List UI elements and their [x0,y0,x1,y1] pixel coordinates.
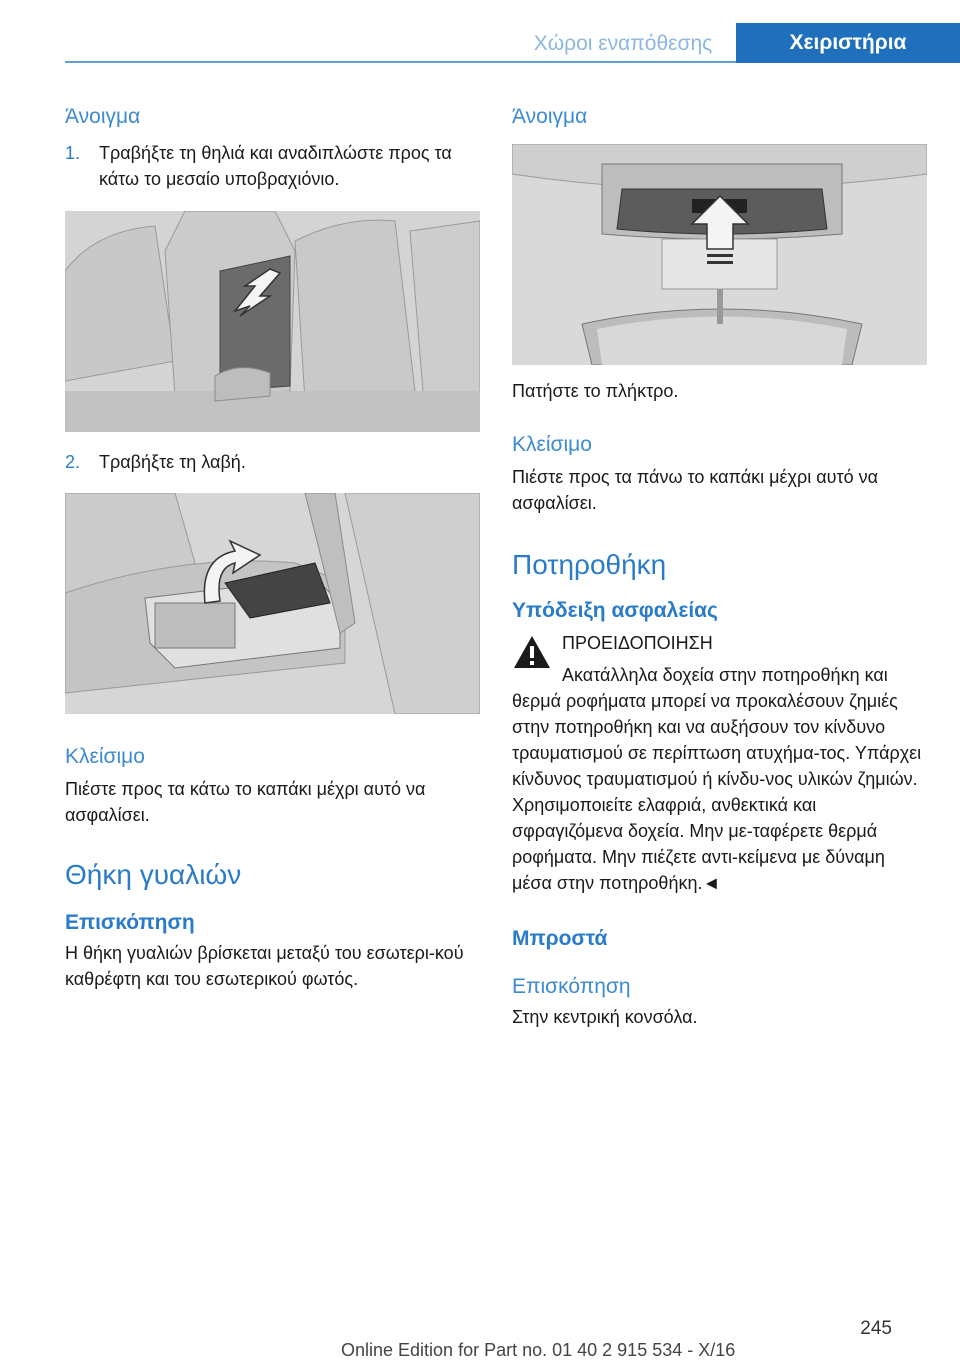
heading-overview: Επισκόπηση [65,911,195,934]
figure-rear-armrest [65,211,480,432]
step-2 [65,449,480,475]
heading-overview-right: Επισκόπηση [512,975,631,998]
heading-open-right: Άνοιγμα [512,105,588,128]
overview-text: Η θήκη γυαλιών βρίσκεται μεταξύ του εσωτερι‐κού καθρέφτη και του εσωτερικού φωτός. [65,943,464,989]
figure-armrest-handle [65,493,480,714]
tab-storage-compartments[interactable]: Χώροι εναπόθεσης [533,32,713,55]
warning-triangle-icon [512,634,552,670]
title-cupholder: Ποτηροθήκη [512,549,667,580]
figure-glasses-case [512,144,927,365]
close-text-right: Πιέστε προς τα πάνω το καπάκι μέχρι αυτό να ασφαλίσει. [512,467,878,513]
heading-safety-note: Υπόδειξη ασφαλείας [512,599,718,622]
overhead-console-illustration [512,144,927,365]
step-text: Τραβήξτε τη λαβή. [99,452,246,472]
overview-text-right: Στην κεντρική κονσόλα. [512,1007,698,1027]
step-text: Τραβήξτε τη θηλιά και αναδιπλώστε προς τα κάτω το μεσαίο υποβραχιόνιο. [99,143,452,189]
warning-title: ΠΡΟΕΙΔΟΠΟΙΗΣΗ [562,633,713,653]
page-number: 245 [860,1318,892,1339]
edition-note: Online Edition for Part no. 01 40 2 915 534 - X/16 [341,1340,736,1360]
close-text: Πιέστε προς τα κάτω το καπάκι μέχρι αυτό να ασφαλίσει. [65,779,426,825]
armrest-illustration [65,493,480,714]
title-glasses-case: Θήκη γυαλιών [65,859,242,890]
rear-seat-illustration [65,211,480,432]
heading-close-right: Κλείσιμο [512,433,592,456]
warning-box [512,630,927,896]
heading-open: Άνοιγμα [65,105,141,128]
footer [0,1318,960,1358]
step-number: 2. [65,452,81,472]
left-column [65,104,480,992]
heading-front: Μπροστά [512,927,608,950]
step-number: 1. [65,143,81,163]
step-1 [65,140,480,192]
press-text: Πατήστε το πλήκτρο. [512,381,679,401]
warning-text: Ακατάλληλα δοχεία στην ποτηροθήκη και θερμά ροφήματα μπορεί να προκαλέσουν ζημιές στην ποτηροθήκη και να αυξήσουν τον κίνδυνο τραυματισμού σε περίπτωση ατυχήμα‐τος. Υπάρχει κίνδυνος τραυματισμού ή κίνδυ‐νος υλικών ζημιών. Χρησιμοποιείτε ελαφριά, ανθεκτικά και σφραγιζόμενα δοχεία. Μην με‐ταφέρετε θερμά ροφήματα. Μην πιέζετε αντι‐κείμενα με δύναμη μέσα στην ποτηροθήκη.◄ [512,665,922,893]
tab-controls[interactable]: Χειριστήρια [736,23,960,63]
right-column [512,104,927,1030]
heading-close: Κλείσιμο [65,745,145,768]
